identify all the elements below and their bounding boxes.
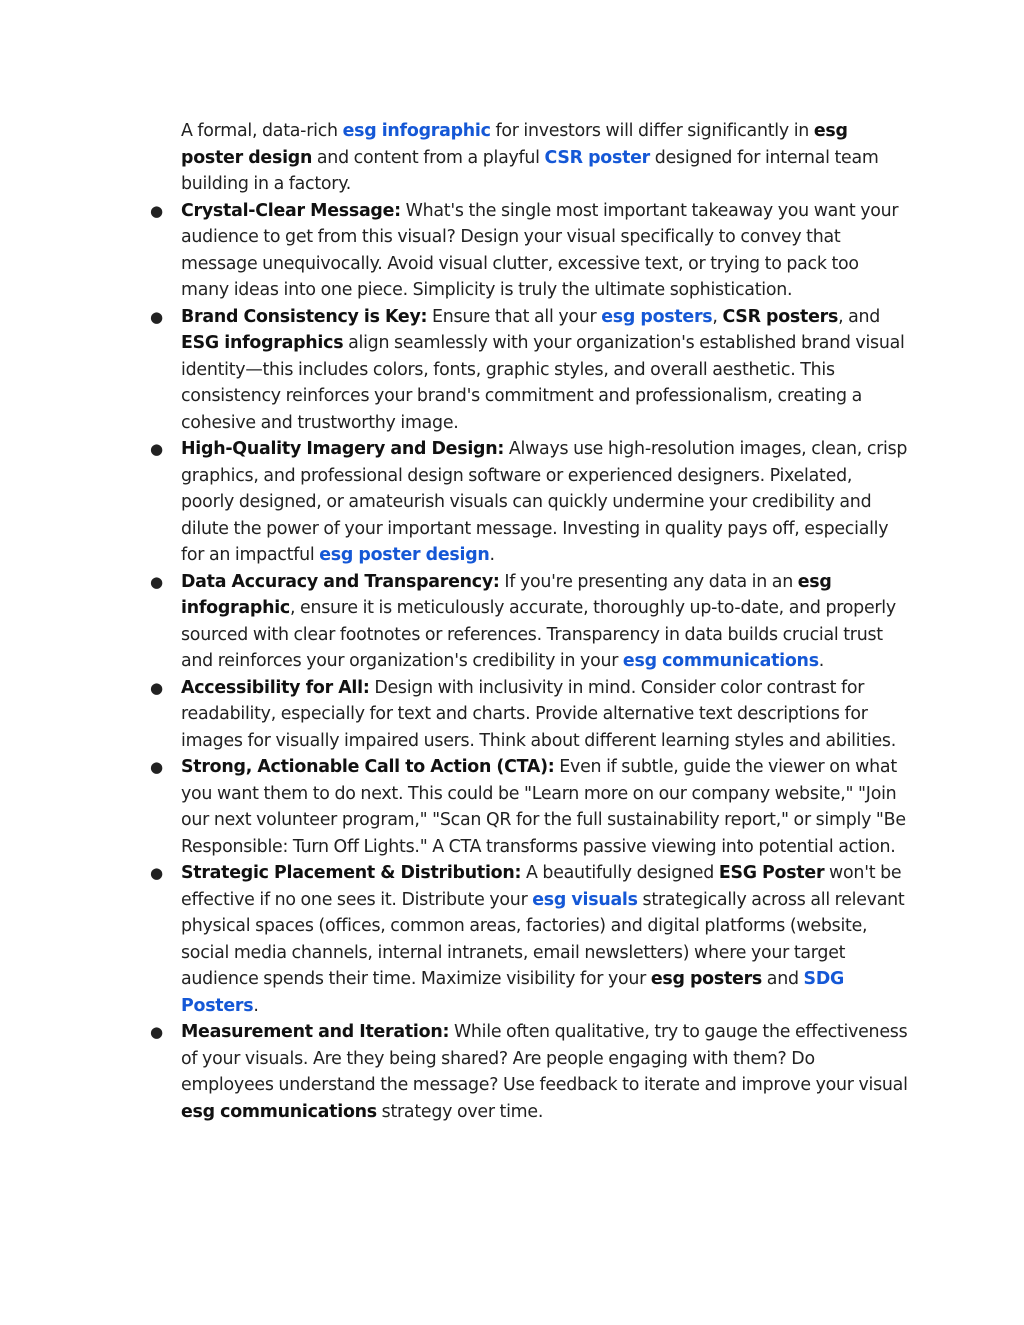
bold-term-esg-infographics: ESG infographics: [181, 333, 344, 353]
text-run: , ensure it is meticulously accurate, thoroughly up-to-date, and properly sourced with clear footnotes or references. Transparency in data builds crucial trust and reinforces your organization's credibility in your: [181, 598, 896, 671]
bullet-item-call-to-action: [150, 754, 909, 860]
bullet-dot-icon: ●: [150, 307, 163, 326]
link-csr-poster[interactable]: CSR poster: [544, 147, 651, 168]
bullet-item-measurement-iteration: [150, 1019, 909, 1125]
bullet-dot-icon: ●: [150, 758, 163, 776]
bold-term-brand-consistency-is-key: Brand Consistency is Key:: [181, 306, 428, 327]
bullet-item-data-accuracy: [150, 569, 909, 675]
bold-term-esg-posters: esg posters: [650, 969, 763, 989]
bullet-item-strategic-placement: [150, 860, 909, 1019]
bullet-item-accessibility: [150, 675, 909, 755]
text-run: Design with inclusivity in mind. Consider color contrast for readability, especially for text and charts. Provide alternative text descriptions for images for visually impaired users. Think about different learning styles and abilities.: [181, 677, 897, 751]
text-run: and content from a playful: [312, 147, 545, 168]
bold-term-esg-poster-design: esg poster design: [181, 121, 848, 168]
intro-paragraph: [181, 118, 909, 198]
text-run: A beautifully designed: [521, 863, 719, 883]
tips-bullet-list: [150, 198, 909, 1126]
link-esg-visuals[interactable]: esg visuals: [532, 889, 638, 910]
bold-term-esg-infographic: esg infographic: [181, 571, 832, 618]
bullet-dot-icon: ●: [150, 678, 163, 697]
bold-term-measurement-and-iteration: Measurement and Iteration:: [181, 1022, 450, 1042]
link-esg-infographic[interactable]: esg infographic: [342, 121, 491, 141]
text-run: Ensure that all your: [427, 306, 602, 327]
bold-term-esg-communications: esg communications: [181, 1101, 377, 1122]
text-run: .: [818, 651, 825, 671]
text-run: Even if subtle, guide the viewer on what you want them to do next. This could be "Learn more on our company website," "Join our next volunteer program," "Scan QR for the full sustainability report," or simply "Be Responsible: Turn Off Lights." A CTA transforms passive viewing into potential action.: [181, 757, 906, 857]
document-page: [150, 118, 909, 1125]
bold-term-esg-poster: ESG Poster: [718, 863, 825, 883]
text-run: strategically across all relevant physical spaces (offices, common areas, factories) and digital platforms (website, social media channels, internal intranets, email newsletters) where your target audience spends their time. Maximize visibility for your: [181, 889, 905, 989]
bullet-item-crystal-clear-message: [150, 198, 909, 304]
link-sdg-posters[interactable]: SDG Posters: [181, 969, 845, 1016]
text-run: .: [253, 995, 259, 1016]
text-run: ,: [712, 306, 723, 327]
text-run: strategy over time.: [376, 1101, 544, 1122]
text-run: and: [762, 969, 804, 989]
bullet-dot-icon: ●: [150, 440, 163, 458]
bullet-item-high-quality-imagery: [150, 436, 909, 569]
bold-term-strategic-placement-distribution: Strategic Placement & Distribution:: [181, 863, 522, 883]
link-esg-communications[interactable]: esg communications: [622, 651, 819, 671]
link-esg-poster-design[interactable]: esg poster design: [319, 545, 490, 565]
bullet-dot-icon: ●: [150, 201, 163, 220]
bold-term-accessibility-for-all: Accessibility for All:: [181, 677, 370, 698]
text-run: If you're presenting any data in an: [499, 571, 798, 592]
text-run: for investors will differ significantly in: [490, 121, 814, 141]
bold-term-strong-actionable-call-to-action-cta: Strong, Actionable Call to Action (CTA):: [181, 757, 555, 777]
bullet-dot-icon: ●: [150, 1023, 163, 1041]
text-run: Always use high-resolution images, clean, crisp graphics, and professional design software or experienced designers. Pixelated, poorly designed, or amateurish visuals can quickly undermine your credibility and dilute the power of your important message. Investing in quality pays off, especially for an impactful: [181, 439, 908, 565]
text-run: won't be effective if no one sees it. Distribute your: [181, 863, 902, 910]
text-run: align seamlessly with your organization's established brand visual identity—this includes colors, fonts, graphic styles, and overall aesthetic. This consistency reinforces your brand's commitment and professionalism, creating a cohesive and trustworthy image.: [181, 333, 905, 433]
text-run: A formal, data-rich: [181, 121, 343, 141]
text-run: , and: [838, 306, 881, 327]
bullet-item-brand-consistency: [150, 304, 909, 437]
bold-term-data-accuracy-and-transparency: Data Accuracy and Transparency:: [181, 571, 500, 592]
bold-term-high-quality-imagery-and-design: High-Quality Imagery and Design:: [181, 439, 505, 459]
link-esg-posters[interactable]: esg posters: [601, 306, 713, 327]
bullet-dot-icon: ●: [150, 864, 163, 882]
bullet-dot-icon: ●: [150, 572, 163, 591]
text-run: While often qualitative, try to gauge the effectiveness of your visuals. Are they being shared? Are people engaging with them? Do employees understand the message? Use feedback to iterate and improve your visual: [181, 1022, 908, 1095]
bold-term-crystal-clear-message: Crystal-Clear Message:: [181, 200, 401, 221]
text-run: designed for internal team building in a factory.: [181, 147, 879, 194]
text-run: What's the single most important takeaway you want your audience to get from this visual? Design your visual specifically to convey that message unequivocally. Avoid visual clutter, excessive text, or trying to pack too many ideas into one piece. Simplicity is truly the ultimate sophistication.: [181, 200, 899, 300]
bold-term-csr-posters: CSR posters: [722, 306, 839, 327]
text-run: .: [489, 545, 495, 565]
